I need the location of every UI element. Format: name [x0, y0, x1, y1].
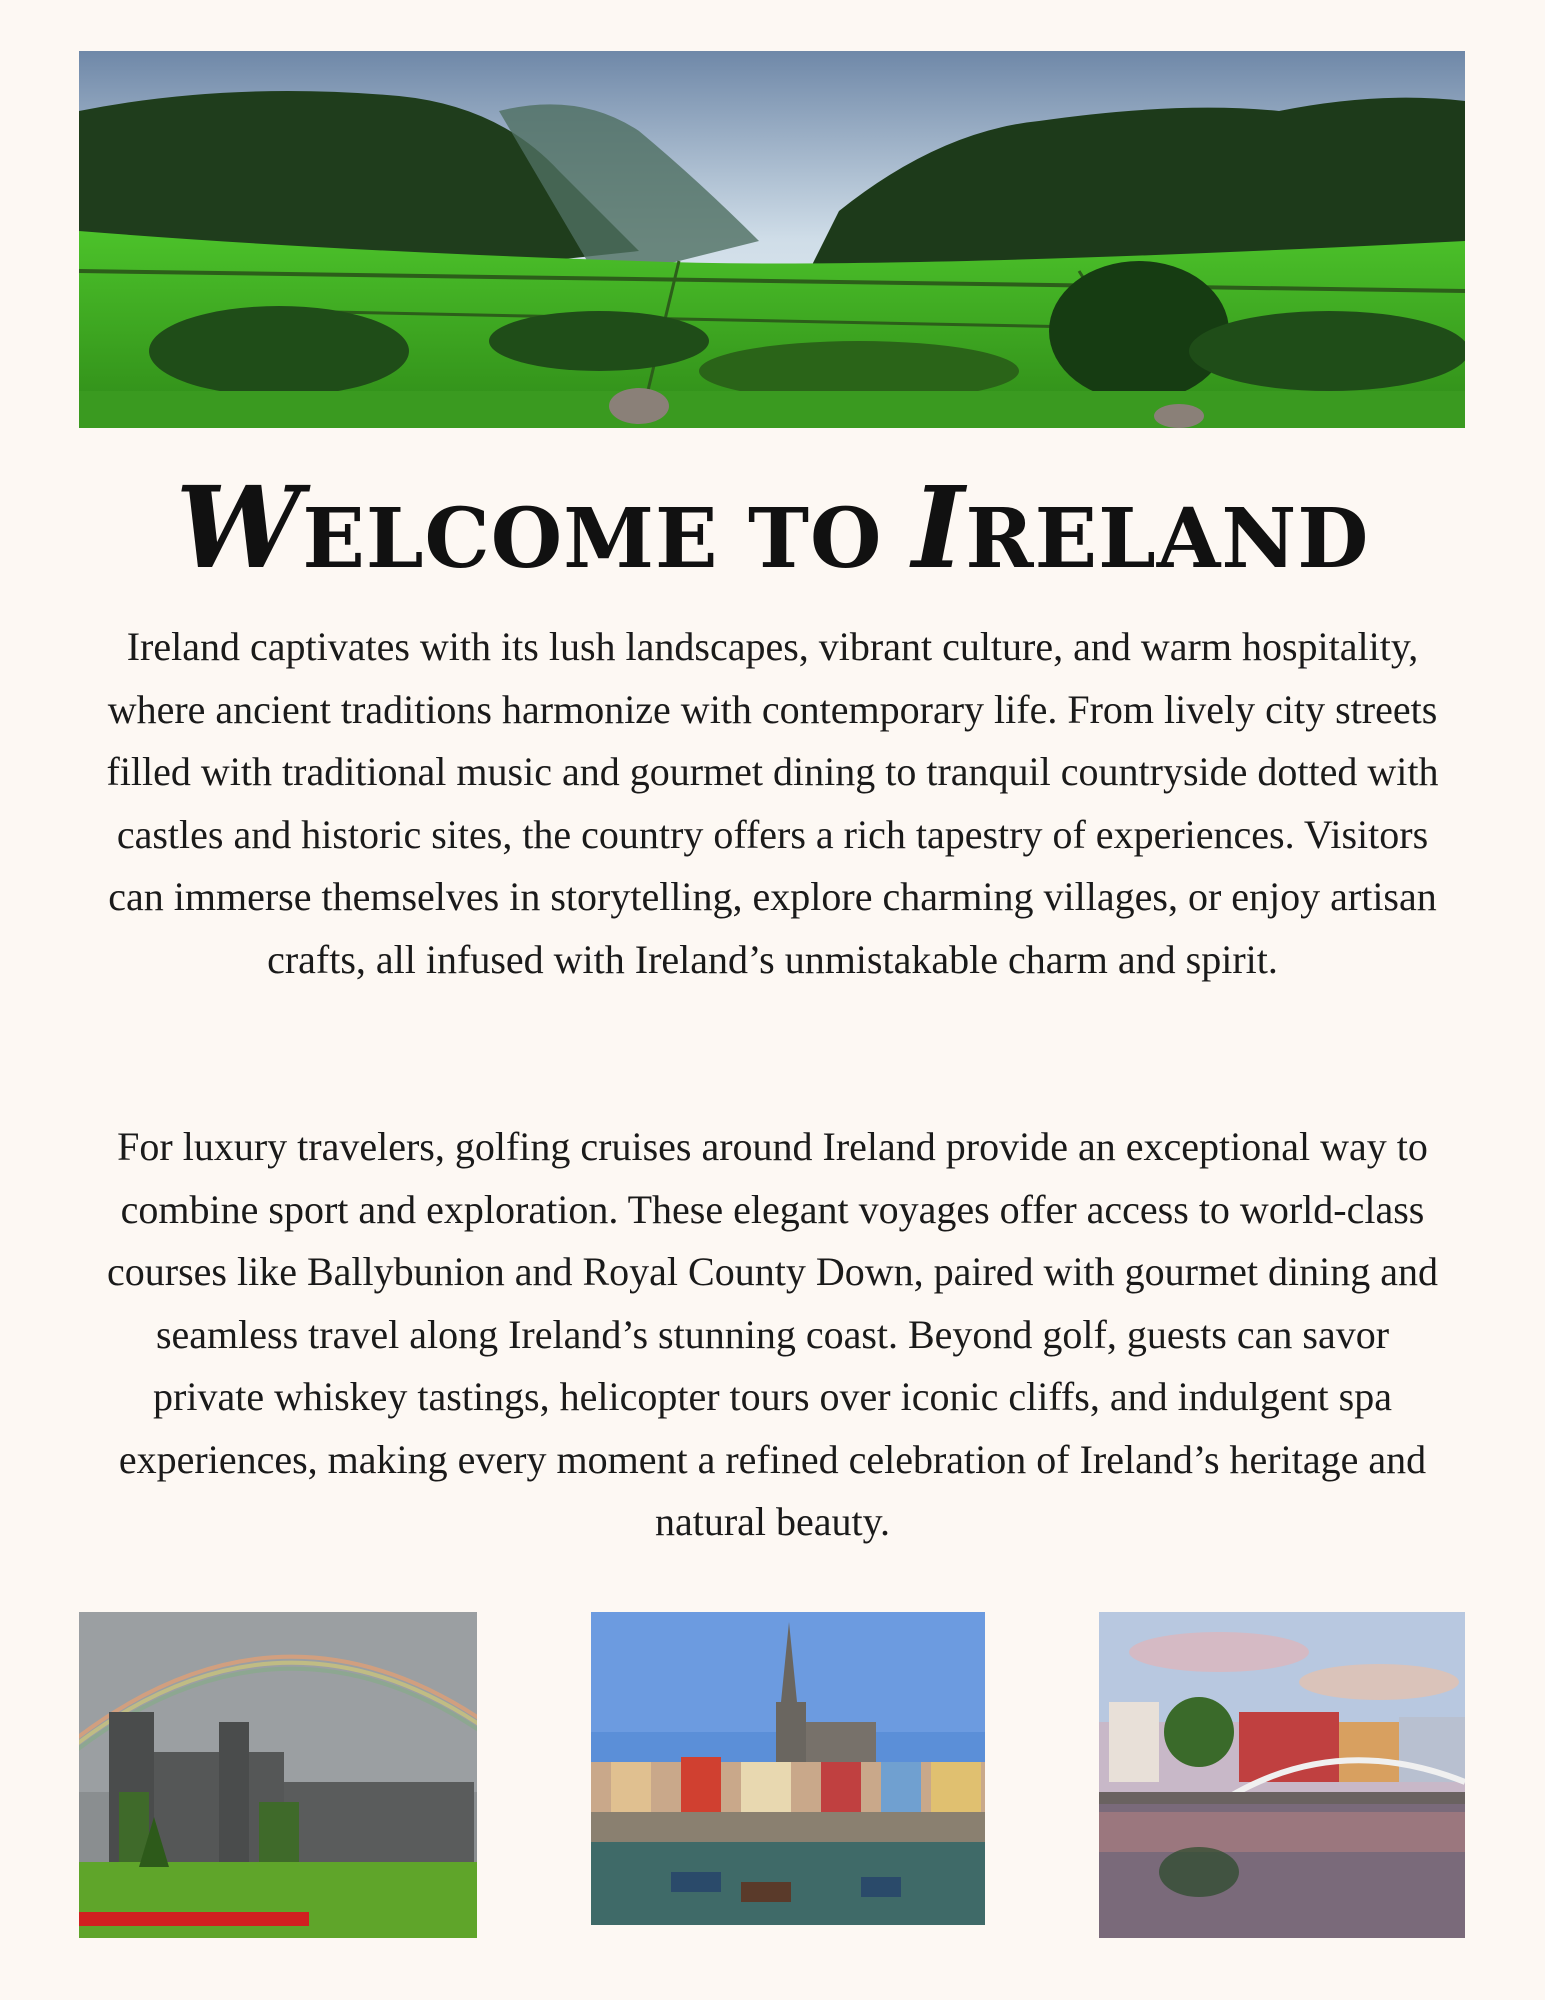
- page-title: [0, 462, 1545, 596]
- harbor-photo: [591, 1612, 985, 1925]
- title-rest-1: ELCOME TO: [302, 491, 913, 587]
- river-bridge-photo: [1099, 1612, 1465, 1938]
- castle-with-rainbow-illustration: [79, 1612, 477, 1938]
- green-valley-landscape-illustration: [79, 51, 1465, 428]
- luxury-travel-paragraph: For luxury travelers, golfing cruises around Ireland provide an exceptional way to combine sport and exploration. These elegant voyages offer access to world-class courses like Ballybunion and Royal County Down, paired with gourmet dining and seamless travel along Ireland’s stunning coast. Beyond golf, guests can savor private whiskey tastings, helicopter tours over iconic cliffs, and indulgent spa experiences, making every moment a refined celebration of Ireland’s heritage and natural beauty.: [107, 1124, 1438, 1544]
- title-rest-2: RELAND: [965, 491, 1370, 587]
- intro-paragraph: Ireland captivates with its lush landscapes, vibrant culture, and warm hospitality, where ancient traditions harmonize with contemporary life. From lively city streets filled with traditional music and gourmet dining to tranquil countryside dotted with castles and historic sites, the country offers a rich tapestry of experiences. Visitors can immerse themselves in storytelling, explore charming villages, or enjoy artisan crafts, all infused with Ireland’s unmistakable charm and spirit.: [106, 624, 1439, 982]
- castle-photo: [79, 1612, 477, 1938]
- title-initial-w: W: [175, 463, 303, 594]
- title-initial-i: I: [912, 463, 966, 594]
- hero-image: [79, 51, 1465, 428]
- river-bridge-city-illustration: [1099, 1612, 1465, 1938]
- harbor-town-cathedral-illustration: [591, 1612, 985, 1925]
